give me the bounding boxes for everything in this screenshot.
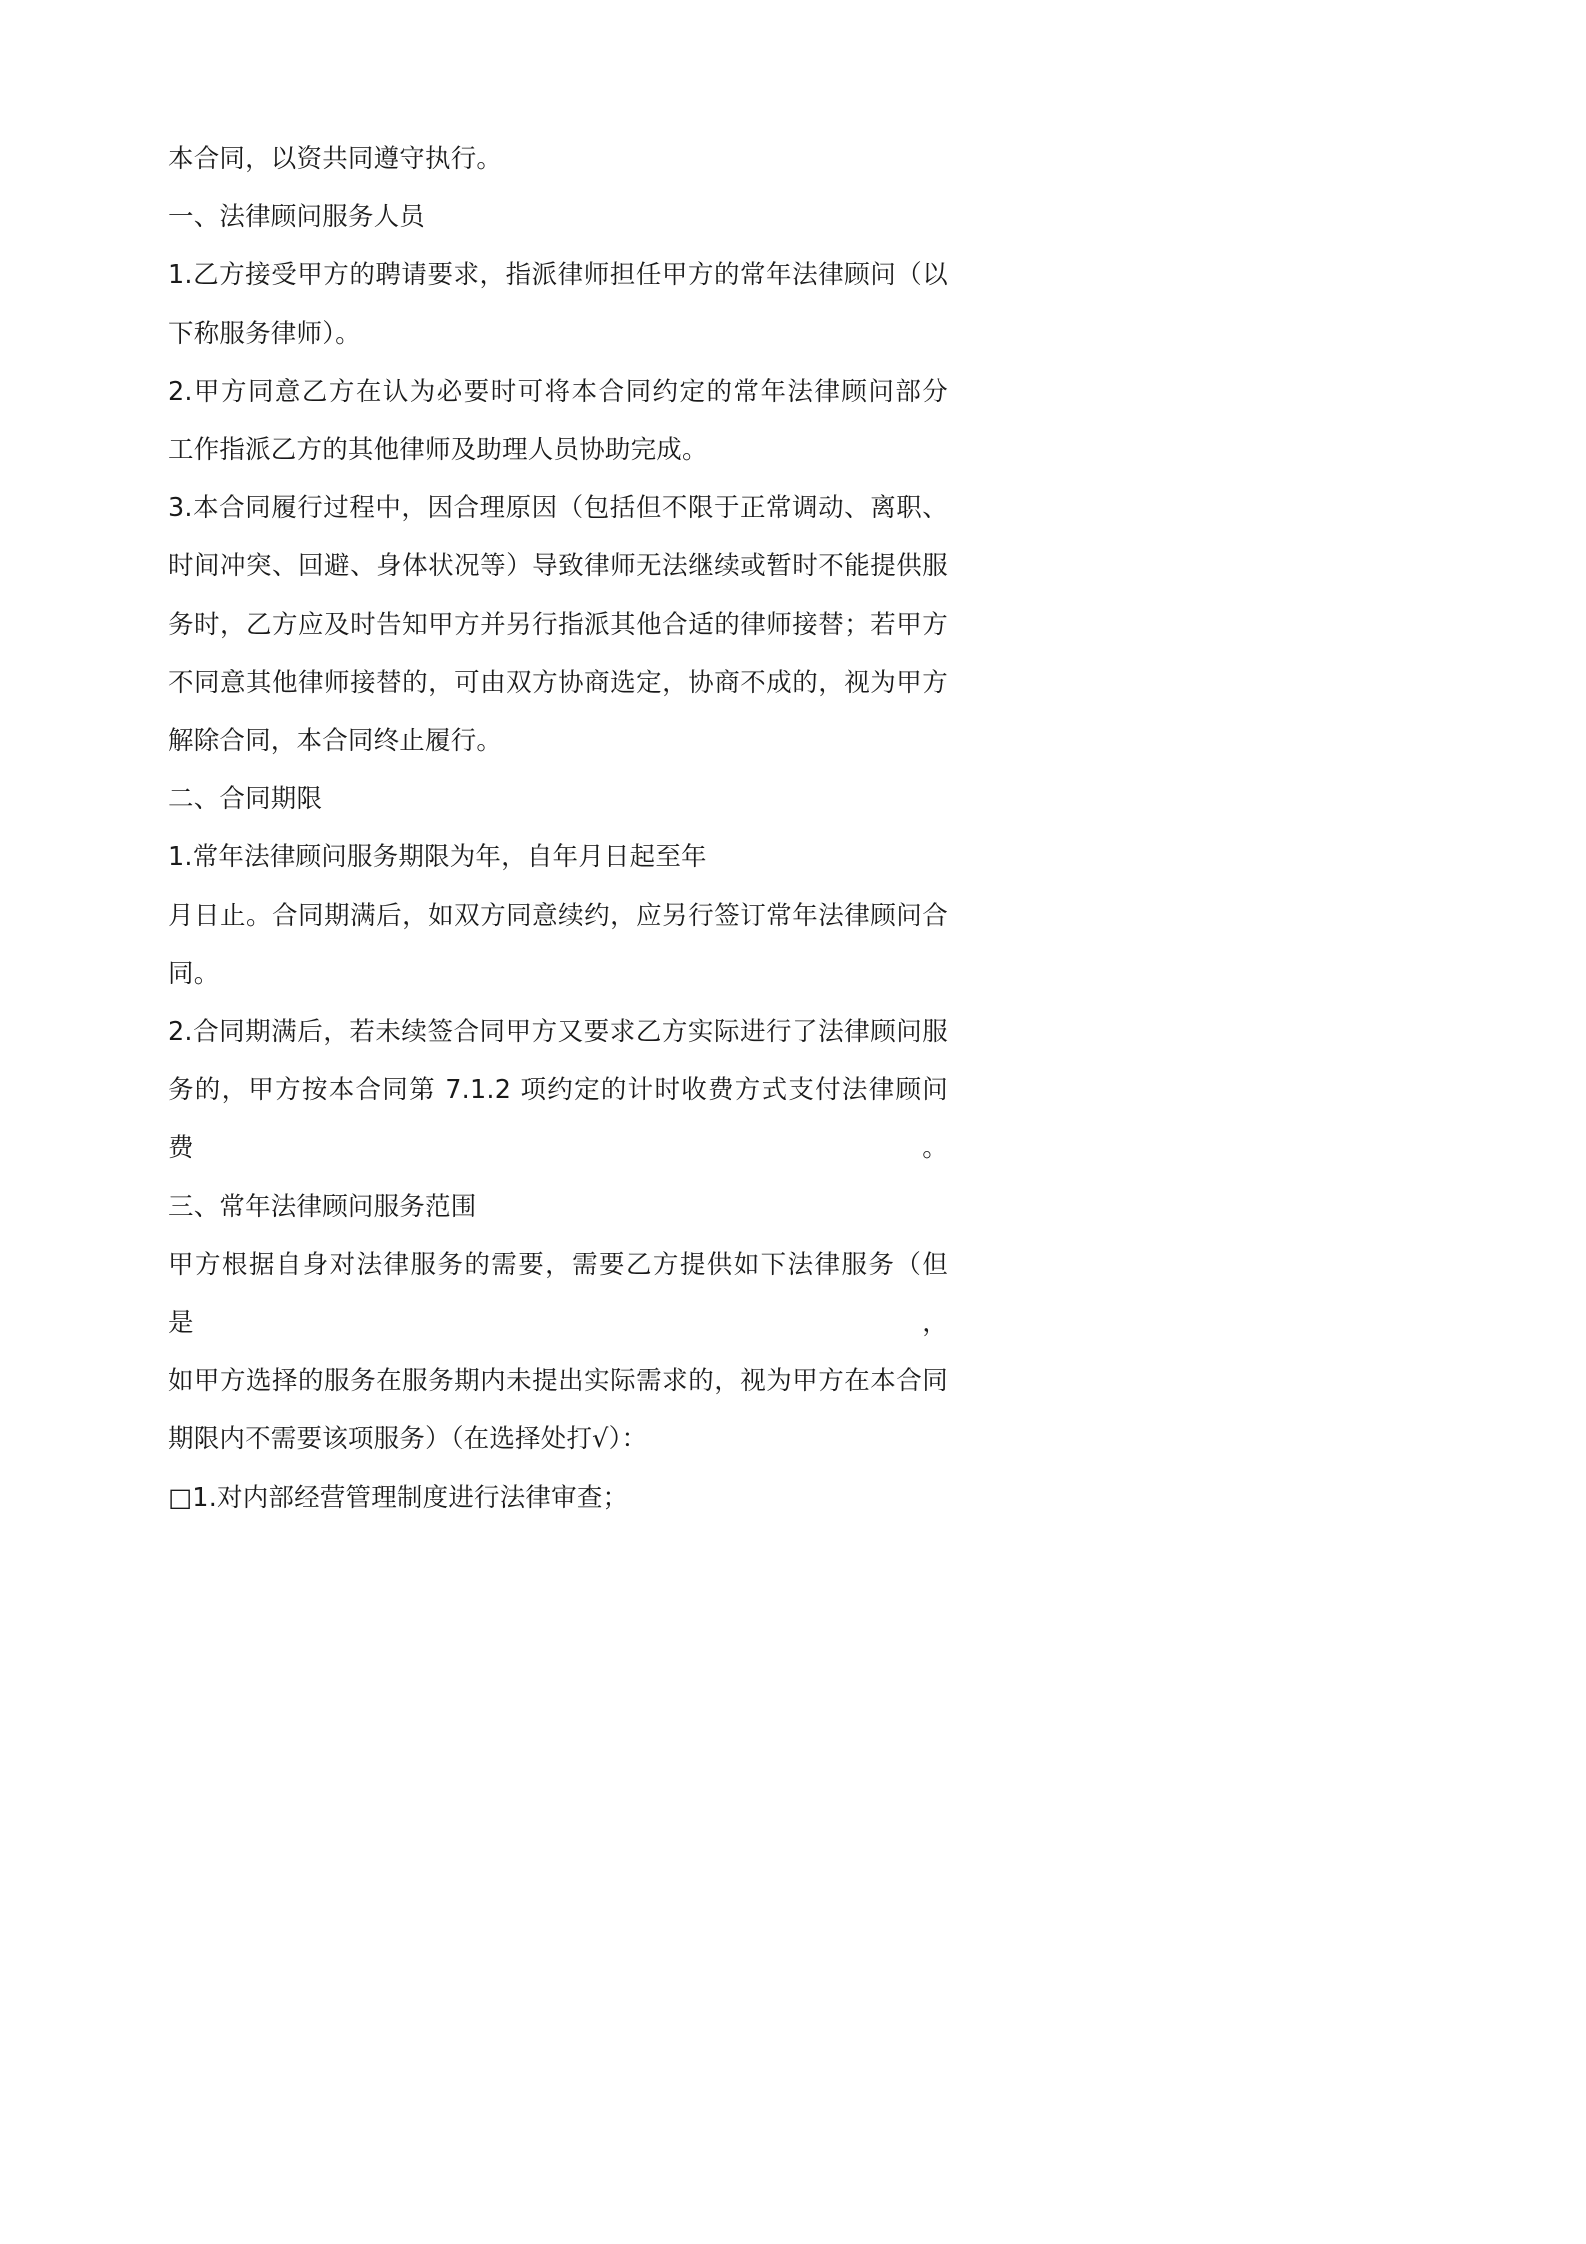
document-page — [0, 0, 1100, 1557]
text-line: 2.甲方同意乙方在认为必要时可将本合同约定的常年法律顾问部分 — [168, 376, 948, 407]
text-line: 工作指派乙方的其他律师及助理人员协助完成。 — [168, 435, 708, 466]
text-line: 务时，乙方应及时告知甲方并另行指派其他合适的律师接替；若甲方 — [168, 609, 948, 640]
text-line: 同。 — [168, 958, 220, 989]
text-line: 月日止。合同期满后，如双方同意续约，应另行签订常年法律顾问合 — [168, 900, 948, 931]
text-line: 甲方根据自身对法律服务的需要，需要乙方提供如下法律服务（但是， — [168, 1249, 948, 1339]
section-heading: 一、法律顾问服务人员 — [168, 202, 426, 233]
text-line: 1.乙方接受甲方的聘请要求，指派律师担任甲方的常年法律顾问（以 — [168, 260, 948, 291]
section-heading: 三、常年法律顾问服务范围 — [168, 1191, 477, 1222]
text-line: 2.合同期满后，若未续签合同甲方又要求乙方实际进行了法律顾问服 — [168, 1017, 948, 1048]
checkbox-item: □1.对内部经营管理制度进行法律审查； — [168, 1482, 629, 1513]
text-line: 务的，甲方按本合同第 7.1.2 项约定的计时收费方式支付法律顾问费。 — [168, 1075, 948, 1164]
text-line: 3.本合同履行过程中，因合理原因（包括但不限于正常调动、离职、 — [168, 493, 948, 524]
text-line: 1.常年法律顾问服务期限为年，自年月日起至年 — [168, 842, 707, 873]
document-body — [168, 130, 948, 1527]
text-line: 本合同，以资共同遵守执行。 — [168, 144, 503, 174]
text-line: 不同意其他律师接替的，可由双方协商选定，协商不成的，视为甲方 — [168, 667, 948, 698]
text-line: 解除合同，本合同终止履行。 — [168, 726, 503, 757]
text-line: 期限内不需要该项服务）（在选择处打√）： — [168, 1424, 648, 1455]
text-line: 时间冲突、回避、身体状况等）导致律师无法继续或暂时不能提供服 — [168, 551, 948, 582]
text-line: 下称服务律师）。 — [168, 318, 361, 349]
section-heading: 二、合同期限 — [168, 784, 323, 815]
text-line: 如甲方选择的服务在服务期内未提出实际需求的，视为甲方在本合同 — [168, 1366, 948, 1397]
